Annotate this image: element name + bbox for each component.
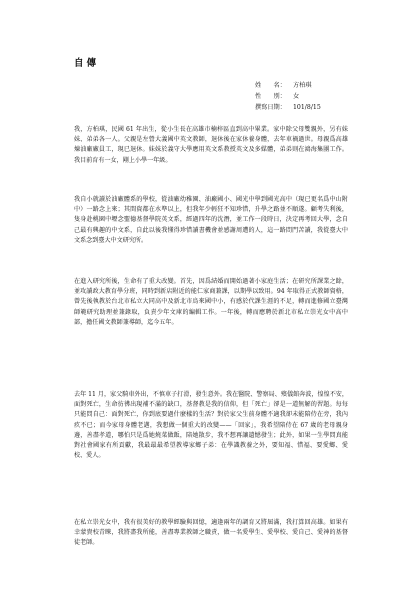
name-row xyxy=(255,80,321,91)
gender-value: 女 xyxy=(293,93,300,100)
paragraph-family: 我，方柏琪，民國 61 年出生，從小生長在高雄市楠梓區直到高中畢業。家中除父母雙親外，另有妹妹、弟弟各一人。父親是左營大義國中英文教師，退休後在家休養身體，去年車禍過世。母親爲高雄煉油廠廠員工，現已退休。妹妹於義守大學應用英文系教授英文及多媒體，弟弟則在鴻海集團工作。我目前育有一女，剛上小學一年級。 xyxy=(74,126,348,164)
paragraph-education: 我自小就讀於油廠體系的學校，從油廠幼稚園、油廠國小、國光中學到國光高中（現已更名爲中山附中）一路念上來；其間資都在水準以上，但我年少輕狂不知珍惜，升學之路並不順遂。顧考失利後，隻身赴桃園中壢念聖德基督學院英文系，經過四年的沈潛，並工作一段時日，決定再考回大學，念自己最有興趣的中文系，自此以後我懂得珍惜讀書機會並感謝周遭的人，這一路問門苦讀，我從臺大中文系念到臺大中文研究所。 xyxy=(74,196,348,244)
date-label: 撰寫日期： xyxy=(255,104,286,111)
paragraph-career: 在進入研究所後，生命有了重大改變。首先，因爲結婚而開始過著小家庭生活；在研究所課業之餘，並攻讀政大教育學分班，同時到新店附近的能仁家商兼課，以期學以致用。94 年取得正式教師資格，曾先後執教於台北市私立大同高中及新北市烏來國中小，有感於代課生涯的不足，轉而進修國立臺灣師範研究助理並兼錄取，負責少年文庫的編輯工作。一年後，轉而應聘於新北市私立崇光女中高中部，擔任國文教師兼導師，迄今五年。 xyxy=(74,278,348,326)
page-title: 自傳 xyxy=(74,58,100,69)
name-value: 方柏琪 xyxy=(293,82,312,89)
gender-row xyxy=(255,91,321,102)
gender-label: 性 別： xyxy=(255,93,286,100)
date-row xyxy=(255,102,321,113)
name-label: 姓 名： xyxy=(255,82,286,89)
paragraph-closing: 在私立崇光女中，我有很美好的教學經驗與回憶，適逢兩年的調育又將屆滿，我打算回高雄。如果有幸蒙貴校青睞，我將盡我所能，善盡專業教師之職責，做一名愛學生、愛學校、愛自己、愛神的基督徒老師。 xyxy=(74,519,348,547)
paragraph-turning-point: 去年 11 月，家父騎車外出，不慎車子打滑，發生意外。我在醫院、警察局、殯儀館奔波，惶惶不安，面對死亡，生命彷彿出現補不滿的缺口，基督教是我的信仰，但「死亡」卻是一道無解的習題。每每只能問自己：面對死亡，你到底要過什麼樣的生活？對於家父生前身體不適我卻未能陪侍在旁，我內疚不已；而今家母身體老邁，我想做一個重大的改變——「回家」，我希望陪侍在 67 歲的老母親身邊，善盡孝道，哪怕只是爲她燒菜做飯，陪她散步，我不想再讓遺憾發生；此外，如果一生學問真能對社會國家有所貢獻，我最最最希望教導家鄉子弟：在學識教養之外，要知福、惜福、要愛鄉、愛校、愛人。 xyxy=(74,391,348,460)
date-value: 101/8/15 xyxy=(293,104,321,111)
info-block xyxy=(255,80,321,113)
